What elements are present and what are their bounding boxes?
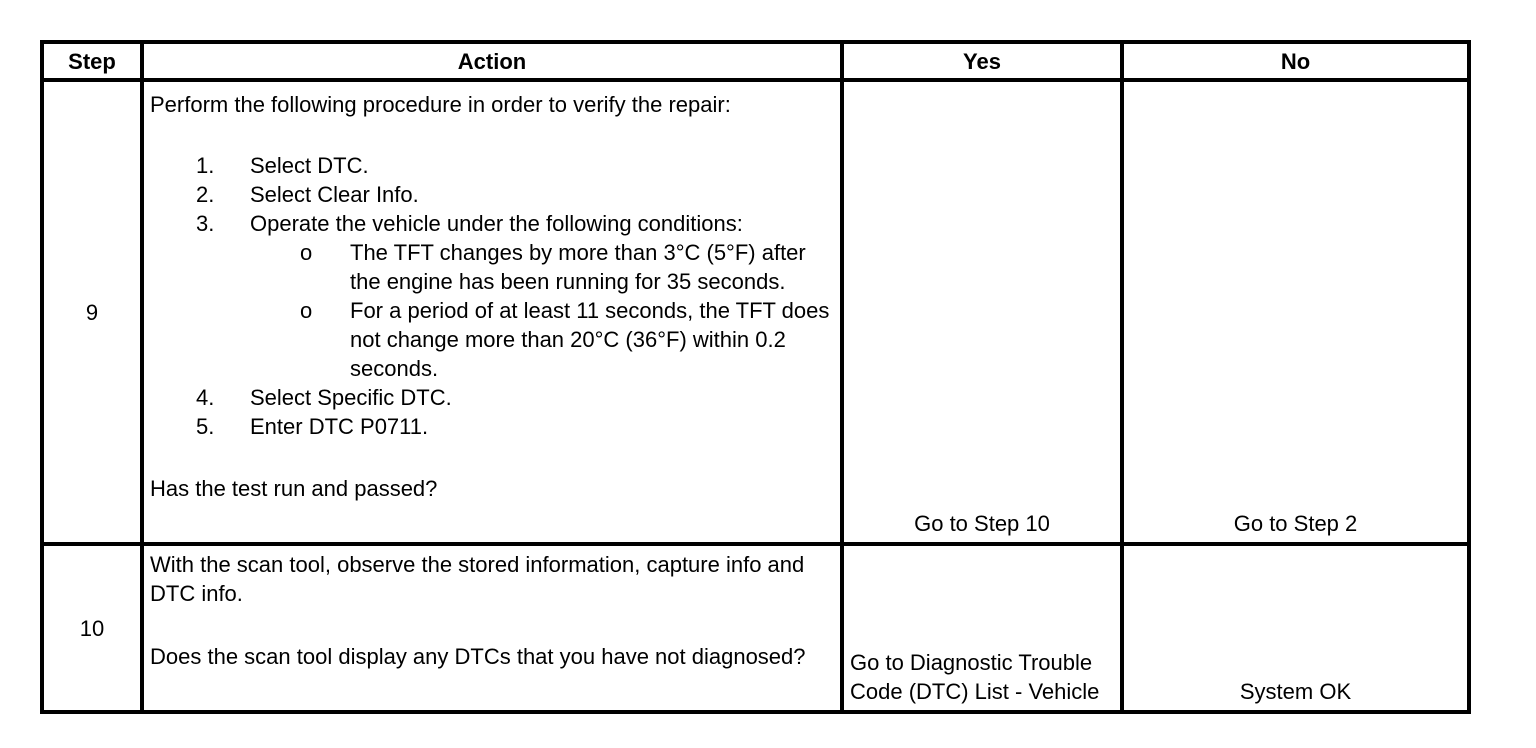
table-row-step-10	[42, 544, 1469, 712]
item-text: Select DTC.	[250, 153, 369, 178]
step-number: 10	[42, 544, 142, 712]
item-text: Operate the vehicle under the following conditions:	[250, 211, 743, 236]
bullet-marker: o	[300, 240, 313, 265]
no-cell: System OK	[1122, 544, 1469, 712]
header-no: No	[1122, 42, 1469, 80]
action-question: Does the scan tool display any DTCs that you have not diagnosed?	[150, 644, 806, 669]
item-text: Select Clear Info.	[250, 182, 419, 207]
item-number: 1.	[196, 153, 215, 178]
list-item	[150, 383, 834, 412]
item-number: 5.	[196, 414, 215, 439]
list-item	[150, 209, 834, 383]
sub-item-text: The TFT changes by more than 3°C (5°F) after the engine has been running for 35 seconds.	[350, 240, 806, 294]
action-cell	[142, 544, 842, 712]
action-intro: With the scan tool, observe the stored information, capture info and DTC info.	[150, 552, 805, 606]
no-cell: Go to Step 2	[1122, 80, 1469, 544]
action-question: Has the test run and passed?	[150, 476, 438, 501]
bullet-marker: o	[300, 298, 313, 323]
sub-list-item	[150, 238, 834, 296]
action-cell	[142, 80, 842, 544]
list-item	[150, 151, 834, 180]
sub-list-item	[150, 296, 834, 383]
table-row-step-9	[42, 80, 1469, 544]
condition-list	[250, 238, 834, 383]
list-item	[150, 412, 834, 441]
item-number: 2.	[196, 182, 215, 207]
header-step: Step	[42, 42, 142, 80]
action-intro: Perform the following procedure in order to verify the repair:	[150, 92, 731, 117]
list-item	[150, 180, 834, 209]
header-row	[42, 42, 1469, 80]
header-yes: Yes	[842, 42, 1122, 80]
procedure-list	[150, 151, 834, 441]
item-number: 3.	[196, 211, 215, 236]
step-number: 9	[42, 80, 142, 544]
item-text: Enter DTC P0711.	[250, 414, 429, 439]
diagnostic-table	[40, 40, 1471, 714]
yes-cell: Go to Step 10	[842, 80, 1122, 544]
header-action: Action	[142, 42, 842, 80]
yes-cell: Go to Diagnostic Trouble Code (DTC) List - Vehicle	[842, 544, 1122, 712]
item-text: Select Specific DTC.	[250, 385, 452, 410]
item-number: 4.	[196, 385, 215, 410]
sub-item-text: For a period of at least 11 seconds, the TFT does not change more than 20°C (36°F) within 0.2 seconds.	[350, 298, 830, 381]
